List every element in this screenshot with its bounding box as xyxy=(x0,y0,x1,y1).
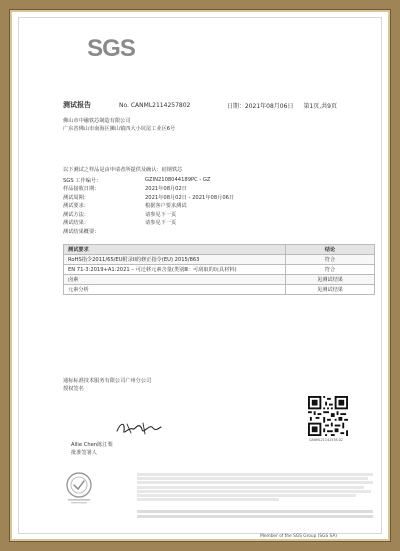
handwritten-signature xyxy=(115,419,163,437)
report-number: No. CANML2114257802 xyxy=(119,101,191,109)
fine-print-line xyxy=(137,477,368,480)
field-key: 测试要求： xyxy=(63,203,89,210)
table-row xyxy=(64,275,375,285)
field-row xyxy=(63,176,363,185)
qr-code-number: CANML21142578-02 xyxy=(309,438,343,442)
report-date: 日期：2021年08月06日 xyxy=(226,102,294,110)
field-key: 测试方法： xyxy=(63,211,89,218)
field-row xyxy=(63,210,363,219)
field-row xyxy=(63,185,363,194)
signatory-name: Allie Chen陈江梨 xyxy=(71,442,113,448)
report-header xyxy=(63,100,337,110)
field-value: 2021年08月02日 - 2021年08月06日 xyxy=(145,194,235,201)
sample-intro: 以下测试之样品是由申请者所提供及确认：硅钢铁芯 xyxy=(63,167,183,173)
conclusion-cell: 见测试结果 xyxy=(286,275,375,285)
terms-fine-print xyxy=(137,473,373,502)
testing-laboratory-badge-icon xyxy=(64,471,94,505)
applicant-block xyxy=(63,117,175,133)
page-indicator: 第1页,共9页 xyxy=(303,102,337,110)
field-value: 请参见下一页 xyxy=(145,220,177,227)
field-row xyxy=(63,219,363,228)
column-header-conclusion: 结论 xyxy=(286,245,375,255)
table-header-row xyxy=(64,245,375,255)
requirement-cell: EN 71-3:2019+A1:2021 – 可迁移元素含量(类别Ⅲ：可刮取的玩具材料) xyxy=(64,265,286,275)
field-row xyxy=(63,227,363,236)
report-page xyxy=(18,17,382,539)
requirement-cell: 元素分析 xyxy=(64,285,286,295)
requirement-cell: 卤素 xyxy=(64,275,286,285)
fine-print-line xyxy=(137,486,364,489)
field-value: 2021年08月02日 xyxy=(145,186,187,193)
qr-caption xyxy=(303,387,351,393)
field-key: SGS 工作编号： xyxy=(63,177,102,184)
column-header-requirement: 测试要求 xyxy=(64,245,286,255)
table-row xyxy=(64,265,375,275)
field-key: 测试结果： xyxy=(63,220,89,227)
fine-print-line xyxy=(137,481,373,484)
sgs-logo: SGS xyxy=(87,35,135,62)
requirement-cell: RoHS指令2011/65/EU附录II的修正指令(EU) 2015/863 xyxy=(64,255,286,265)
field-value: 根据客户要求测试 xyxy=(145,203,187,210)
issuer-block xyxy=(63,377,151,393)
fine-print-line xyxy=(137,473,373,476)
signatory-block xyxy=(71,441,113,457)
sgs-group-membership: Member of the SGS Group (SGS SA) xyxy=(260,534,337,539)
issuer-name: 通标标准技术服务有限公司广州分公司 xyxy=(63,378,152,384)
field-value: 请参见下一页 xyxy=(145,211,177,218)
field-row xyxy=(63,202,363,211)
field-key: 测试周期： xyxy=(63,194,89,201)
signatory-role: 批准签署人 xyxy=(71,450,97,456)
conclusion-cell: 符合 xyxy=(286,255,375,265)
table-row xyxy=(64,285,375,295)
report-title: 测试报告 xyxy=(63,101,91,109)
footer-contact-info xyxy=(137,510,373,522)
applicant-name: 佛山市中融铁芯制造有限公司 xyxy=(63,118,131,124)
results-summary-table xyxy=(63,244,375,295)
field-key: 样品接收日期： xyxy=(63,186,100,193)
footer-contact-line xyxy=(137,510,373,513)
conclusion-cell: 符合 xyxy=(286,265,375,275)
field-key: 测试结果概要： xyxy=(63,228,100,235)
qr-code-icon xyxy=(307,395,349,437)
field-value: GZIN2108044189PC - GZ xyxy=(145,177,211,184)
field-row xyxy=(63,193,363,202)
applicant-address: 广东省佛山市南海区狮山镇四大小坑尾工业区6号 xyxy=(63,126,176,132)
footer-contact-line xyxy=(137,515,373,518)
fine-print-line xyxy=(137,494,356,497)
table-row xyxy=(64,255,375,265)
issuer-authorization: 授权签名 xyxy=(63,386,84,392)
report-fields xyxy=(63,176,363,236)
conclusion-cell: 见测试结果 xyxy=(286,285,375,295)
fine-print-line xyxy=(137,498,279,501)
fine-print-line xyxy=(137,490,371,493)
